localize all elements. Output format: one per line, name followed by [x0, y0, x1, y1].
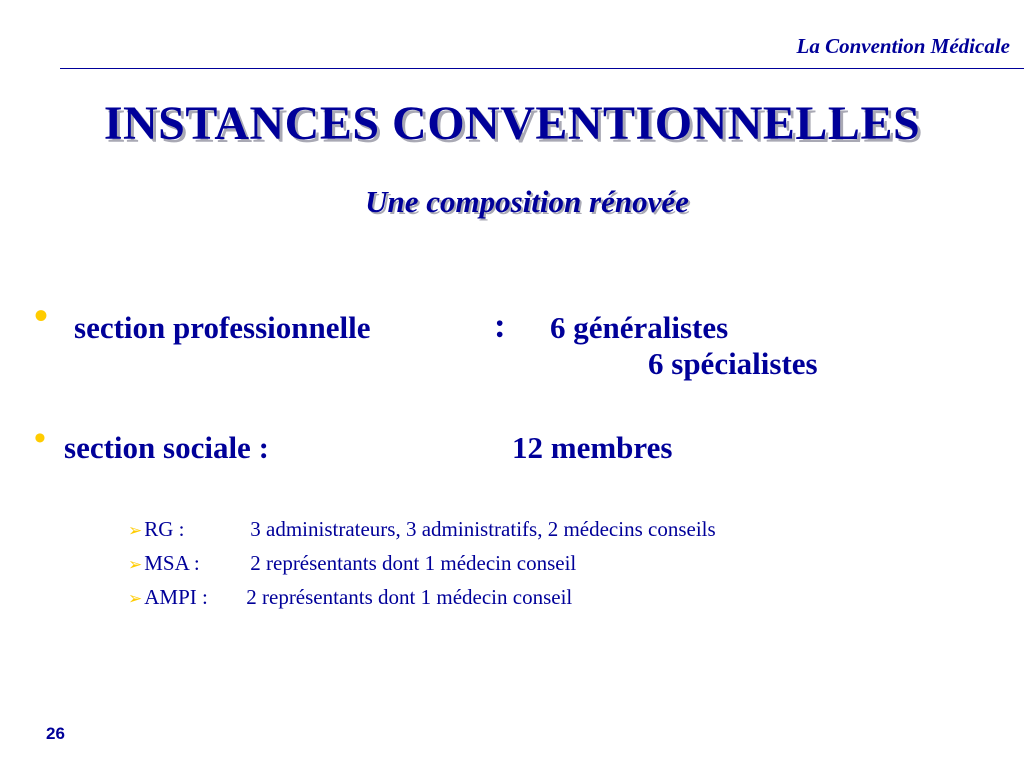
sub-item-text: 2 représentants dont 1 médecin conseil [246, 585, 573, 609]
header-divider [60, 68, 1024, 69]
sub-item-key: RG : [144, 517, 185, 541]
sub-item-text: 3 administrateurs, 3 administratifs, 2 médecins conseils [250, 517, 716, 541]
professional-value-generalists: 6 généralistes [550, 310, 729, 345]
sub-item-ampi [128, 585, 572, 610]
slide-title: INSTANCES CONVENTIONNELLES [103, 97, 921, 150]
arrow-bullet-icon: ➢ [128, 555, 143, 574]
slide-subtitle: Une composition rénovée [365, 184, 689, 219]
social-section-label: section sociale : [64, 430, 269, 465]
sub-item-msa [128, 551, 576, 576]
bullet-icon: • [34, 420, 46, 457]
page-number: 26 [46, 724, 65, 743]
sub-item-key: AMPI : [144, 585, 208, 609]
sub-item-rg [128, 517, 716, 542]
sub-item-text: 2 représentants dont 1 médecin conseil [250, 551, 577, 575]
bullet-icon: • [34, 293, 49, 338]
professional-value-specialists: 6 spécialistes [648, 346, 818, 381]
arrow-bullet-icon: ➢ [128, 589, 143, 608]
social-section-value: 12 membres [512, 430, 673, 465]
sub-item-key: MSA : [144, 551, 200, 575]
professional-section-colon: : [494, 306, 506, 345]
slide-header: La Convention Médicale [796, 34, 1010, 58]
professional-section-label: section professionnelle [74, 310, 371, 345]
arrow-bullet-icon: ➢ [128, 521, 143, 540]
